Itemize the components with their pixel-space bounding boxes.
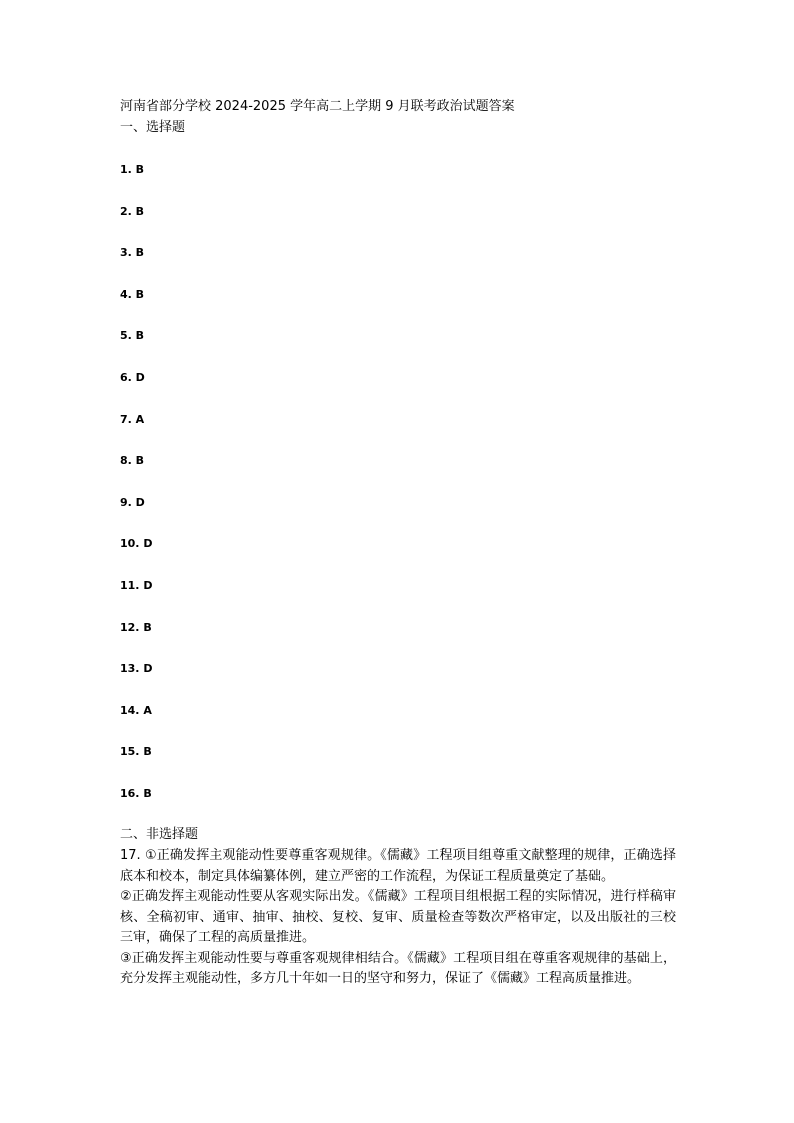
answer-item: 11. D <box>120 578 153 592</box>
section-heading-non-multiple-choice: 二、非选择题 <box>120 827 199 842</box>
answer-item: 14. A <box>120 703 152 717</box>
answer-item: 5. B <box>120 329 145 343</box>
answer-item: 15. B <box>120 745 152 759</box>
answer-item: 3. B <box>120 246 145 260</box>
answer-item: 6. D <box>120 370 145 384</box>
essay-answer <box>120 846 676 990</box>
document-title: 河南省部分学校 2024-2025 学年高二上学期 9 月联考政治试题答案 <box>120 99 515 114</box>
essay-paragraph: 17. ①正确发挥主观能动性要尊重客观规律。《儒藏》工程项目组尊重文献整理的规律，正确选择底本和校本，制定具体编纂体例，建立严密的工作流程，为保证工程质量奠定了基础。 <box>120 848 676 884</box>
essay-paragraph: ②正确发挥主观能动性要从客观实际出发。《儒藏》工程项目组根据工程的实际情况，进行样稿审核、全稿初审、通审、抽审、抽校、复校、复审、质量检查等数次严格审定，以及出版社的三校三审，确保了工程的高质量推进。 <box>120 889 676 945</box>
answer-item: 13. D <box>120 662 153 676</box>
section-heading-multiple-choice: 一、选择题 <box>120 120 186 135</box>
essay-paragraph: ③正确发挥主观能动性要与尊重客观规律相结合。《儒藏》工程项目组在尊重客观规律的基础上，充分发挥主观能动性，多方几十年如一日的坚守和努力，保证了《儒藏》工程高质量推进。 <box>120 950 676 986</box>
answer-item: 1. B <box>120 163 145 176</box>
answer-item: 16. B <box>120 786 152 800</box>
answer-item: 7. A <box>120 412 145 426</box>
answer-item: 2. B <box>120 204 145 218</box>
answer-item: 8. B <box>120 454 145 468</box>
answer-item: 4. B <box>120 287 145 301</box>
answer-item: 10. D <box>120 537 153 551</box>
answer-list <box>120 161 152 827</box>
answer-item: 12. B <box>120 620 152 634</box>
answer-item: 9. D <box>120 495 145 509</box>
